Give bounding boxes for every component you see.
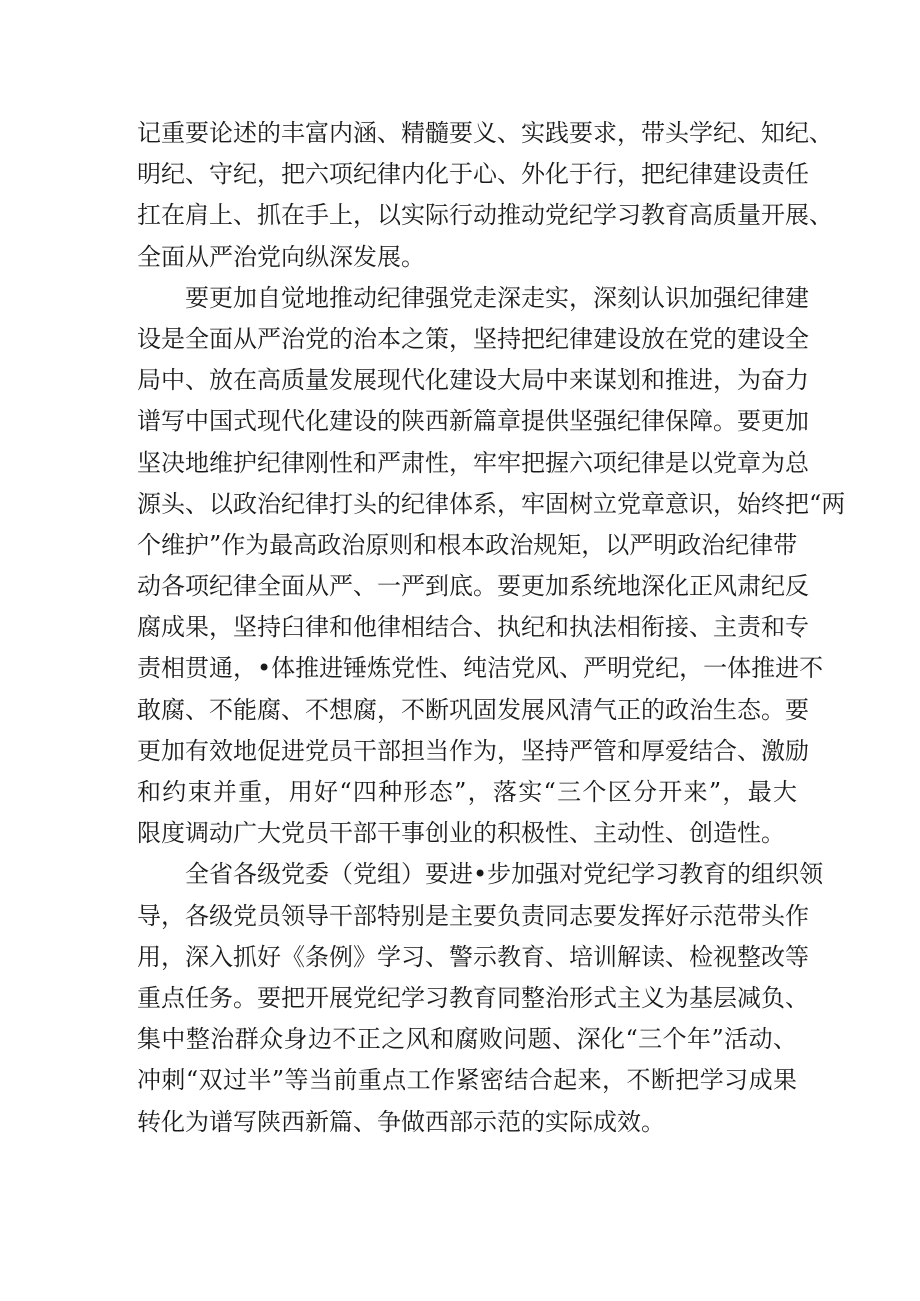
text-line: 责相贯通，•体推进锤炼党性、纯洁党风、严明党纪，一体推进不 bbox=[137, 654, 824, 683]
text-line: 腐成果，坚持臼律和他律相结合、执纪和执法相衔接、主责和专 bbox=[137, 613, 809, 642]
text-line: 全面从严治党向纵深发展。 bbox=[137, 242, 425, 271]
text-line: 源头、以政治纪律打头的纪律体系，牢固树立党章意识，始终把“两 bbox=[137, 489, 846, 518]
text-line: 限度调动广大党员干部干事创业的积极性、主动性、创造性。 bbox=[137, 819, 785, 848]
text-line: 要更加自觉地推动纪律强党走深走实，深刻认识加强纪律建 bbox=[185, 283, 809, 312]
text-line: 全省各级党委（党组）要进•步加强对党纪学习教育的组织领 bbox=[185, 860, 824, 889]
text-line: 局中、放在高质量发展现代化建设大局中来谋划和推进，为奋力 bbox=[137, 366, 809, 395]
text-line: 集中整治群众身边不正之风和腐败问题、深化“三个年”活动、 bbox=[137, 1025, 797, 1054]
text-line: 坚决地维护纪律刚性和严肃性，牢牢把握六项纪律是以党章为总 bbox=[137, 448, 809, 477]
text-line: 敢腐、不能腐、不想腐，不断巩固发展风清气正的政治生态。要 bbox=[137, 695, 809, 724]
text-line: 谱写中国式现代化建设的陕西新篇章提供坚强纪律保障。要更加 bbox=[137, 407, 809, 436]
text-line: 导，各级党员领导干部特别是主要负责同志要发挥好示范带头作 bbox=[137, 901, 809, 930]
text-line: 明纪、守纪，把六项纪律内化于心、外化于行，把纪律建设责任 bbox=[137, 160, 809, 189]
paragraph bbox=[137, 278, 846, 855]
text-line: 动各项纪律全面从严、一严到底。要更加系统地深化正风肃纪反 bbox=[137, 572, 809, 601]
document-body bbox=[137, 113, 846, 1143]
text-line: 转化为谱写陕西新篇、争做西部示范的实际成效。 bbox=[137, 1107, 665, 1136]
text-line: 冲刺“双过半”等当前重点工作紧密结合起来，不断把学习成果 bbox=[137, 1066, 797, 1095]
text-line: 重点任务。要把开展党纪学习教育同整治形式主义为基层减负、 bbox=[137, 983, 809, 1012]
paragraph bbox=[137, 113, 833, 278]
text-line: 个维护”作为最高政治原则和根本政治规矩，以严明政治纪律带 bbox=[137, 530, 798, 559]
text-line: 扛在肩上、抓在手上，以实际行动推动党纪学习教育高质量开展、 bbox=[137, 201, 833, 230]
text-line: 更加有效地促进党员干部担当作为，坚持严管和厚爱结合、激励 bbox=[137, 736, 809, 765]
text-line: 记重要论述的丰富内涵、精髓要义、实践要求，带头学纪、知纪、 bbox=[137, 119, 833, 147]
text-line: 和约束并重，用好“四种形态”，落实“三个区分开来”，最大 bbox=[137, 778, 797, 806]
text-line: 设是全面从严治党的治本之策，坚持把纪律建设放在党的建设全 bbox=[137, 324, 809, 353]
text-line: 用，深入抓好《条例》学习、警示教育、培训解读、检视整改等 bbox=[137, 942, 809, 971]
paragraph bbox=[137, 854, 824, 1142]
